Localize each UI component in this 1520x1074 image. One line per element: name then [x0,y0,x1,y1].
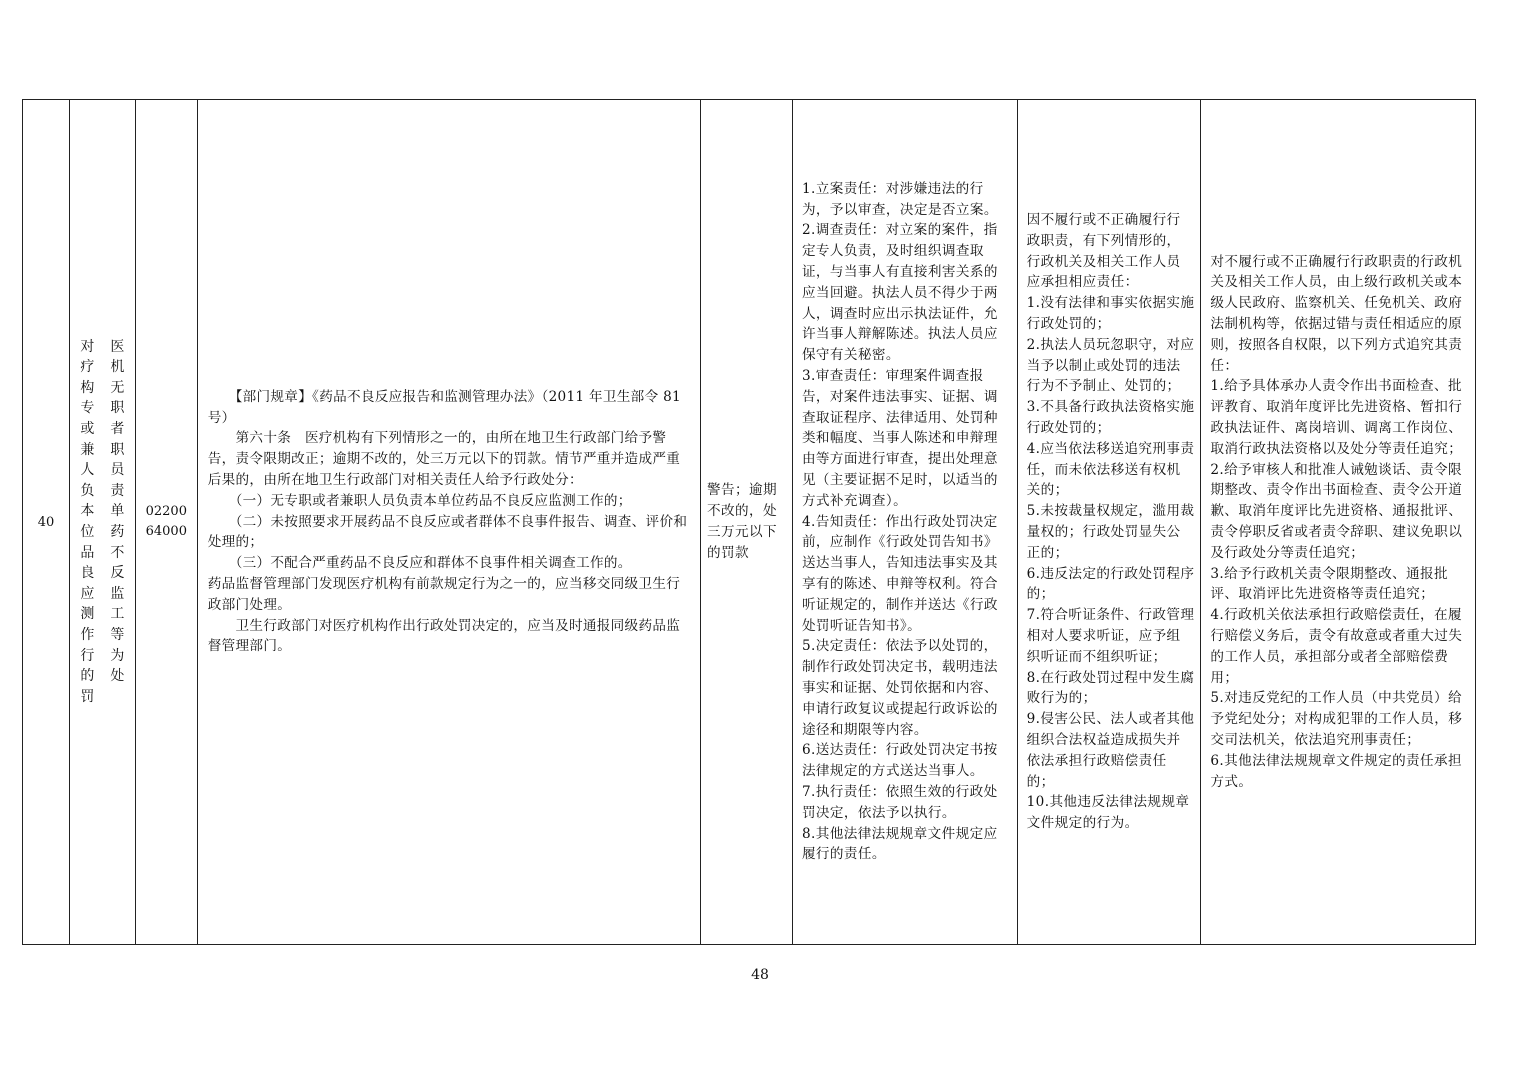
item-name-char: 为 [110,647,125,664]
item-name-char: 本 [80,503,95,520]
responsibility-table [22,99,1476,945]
item-name-char: 测 [80,606,95,623]
item-code-cell [136,100,198,944]
item-name-char: 药 [110,524,125,540]
item-name-char: 良 [80,565,95,582]
item-name-char: 作 [80,626,95,643]
item-name-char: 机 [110,359,125,376]
item-name-char: 无 [110,379,125,396]
responsibility-text: 1.立案责任：对涉嫌违法的行为，予以审查，决定是否立案。 2.调查责任：对立案的案件，指定专人负责，及时组织调查取证，与当事人有直接利害关系的应当回避。执法人员不得少于两人，调查时应出示执法证件，允许当事人辩解陈述。执法人员应保守有关秘密。 3.审查责任：审理案件调查报告，对案件违法事实、证据、调查取证程序、法律适用、处罚种类和幅度、当事人陈述和申辩理由等方面进行审查，提出处理意见（主要证据不足时，以适当的方式补充调查）。 4.告知责任：作出行政处罚决定前，应制作《行政处罚告知书》送达当事人，告知违法事实及其享有的陈述、申辩等权利。符合听证规定的，制作并送达《行政处罚听证告知书》。 5.决定责任：依法予以处罚的，制作行政处罚决定书，载明违法事实和证据、处罚依据和内容、申请行政复议或提起行政诉讼的途径和期限等内容。 6.送达责任：行政处罚决定书按法律规定的方式送达当事人。 7.执行责任：依照生效的行政处罚决定，依法予以执行。 8.其他法律法规规章文件规定应履行的责任。 [801,180,998,863]
item-name-char: 疗 [80,359,95,376]
item-name-char: 反 [110,565,125,582]
item-name-col1 [80,337,94,708]
item-name-char: 对 [80,338,95,355]
item-name-cell [70,100,136,944]
item-name-char: 专 [80,400,95,417]
item-name-char: 医 [110,338,125,355]
item-code: 02200 64000 [145,504,187,539]
item-name-char: 职 [110,441,125,458]
item-name-char: 者 [110,421,125,438]
item-name-char: 负 [80,482,95,499]
accountability-cases-cell [1018,100,1202,944]
item-name-char: 等 [110,626,125,643]
page-number: 48 [751,967,769,983]
responsibility-cell [793,100,1018,944]
legal-basis-cell [198,100,701,944]
accountability-cases-text: 因不履行或不正确履行行政职责，有下列情形的，行政机关及相关工作人员应承担相应责任： 1.没有法律和事实依据实施行政处罚的； 2.执法人员玩忽职守，对应当予以制止或处罚的违法行为不予制止、处罚的； 3.不具备行政执法资格实施行政处罚的； 4.应当依法移送追究刑事责任，而未依法移送有权机关的； 5.未按裁量权规定，滥用裁量权的；行政处罚显失公正的； 6.违反法定的行政处罚程序的； 7.符合听证条件、行政管理相对人要求听证，应予组织听证而不组织听证； 8.在行政处罚过程中发生腐败行为的； 9.侵害公民、法人或者其他组织合法权益造成损失并依法承担行政赔偿责任的； 10.其他违反法律法规规章文件规定的行为。 [1026,212,1195,832]
item-name-char: 责 [110,482,125,499]
item-name-char: 应 [80,585,95,602]
item-name-char: 工 [110,606,125,623]
item-name-char: 罚 [80,688,95,705]
penalty-cell [701,100,793,944]
item-name-char: 监 [110,585,125,602]
item-name-char: 兼 [80,441,95,458]
accountability-methods-cell [1201,100,1475,944]
item-name-char: 或 [80,421,95,438]
item-name-char: 人 [80,462,95,479]
item-name-char: 员 [110,462,125,479]
penalty-text: 警告；逾期不改的，处三万元以下的罚款 [707,482,778,561]
item-name-char: 构 [80,379,95,396]
item-name-char: 行 [80,647,95,664]
item-name-char: 品 [80,544,95,561]
item-name-char: 的 [80,668,95,685]
accountability-methods-text: 对不履行或不正确履行行政职责的行政机关及相关工作人员，由上级行政机关或本级人民政府、监察机关、任免机关、政府法制机构等，依据过错与责任相适应的原则，按照各自权限，以下列方式追究其责任： 1.给予具体承办人责令作出书面检查、批评教育、取消年度评比先进资格、暂扣行政执法证件、离岗培训、调离工作岗位、取消行政执法资格以及处分等责任追究； 2.给予审核人和批准人诫勉谈话、责令限期整改、责令作出书面检查、责令公开道歉、取消年度评比先进资格、通报批评、责令停职反省或者责令辞职、建议免职以及行政处分等责任追究； 3.给予行政机关责令限期整改、通报批评、取消评比先进资格等责任追究； 4.行政机关依法承担行政赔偿责任，在履行赔偿义务后，责令有故意或者重大过失的工作人员，承担部分或者全部赔偿费用； 5.对违反党纪的工作人员（中共党员）给予党纪处分；对构成犯罪的工作人员，移交司法机关，依法追究刑事责任； 6.其他法律法规规章文件规定的责任承担方式。 [1210,253,1463,790]
legal-basis-text: 【部门规章】《药品不良反应报告和监测管理办法》（2011 年卫生部令 81 号） 第六十条 医疗机构有下列情形之一的，由所在地卫生行政部门给予警告，责令限期改正；逾期不改的，处三万元以下的罚款。情节严重并造成严重后果的，由所在地卫生行政部门对相关责任人给予行政处分： （一）无专职或者兼职人员负责本单位药品不良反应监测工作的； （二）未按照要求开展药品不良反应或者群体不良事件报告、调查、评价和处理的； （三）不配合严重药品不良反应和群体不良事件相关调查工作的。 药品监督管理部门发现医疗机构有前款规定行为之一的，应当移交同级卫生行政部门处理。 卫生行政部门对医疗机构作出行政处罚决定的，应当及时通报同级药品监督管理部门。 [207,388,688,655]
item-name-char: 位 [80,524,95,540]
row-number: 40 [37,514,55,530]
row-number-cell [23,100,70,944]
item-name-char: 职 [110,400,125,417]
item-name-char: 处 [110,668,125,685]
item-name-col2 [110,337,124,708]
item-name-char: 不 [110,544,125,561]
item-name-char: 单 [110,503,125,520]
